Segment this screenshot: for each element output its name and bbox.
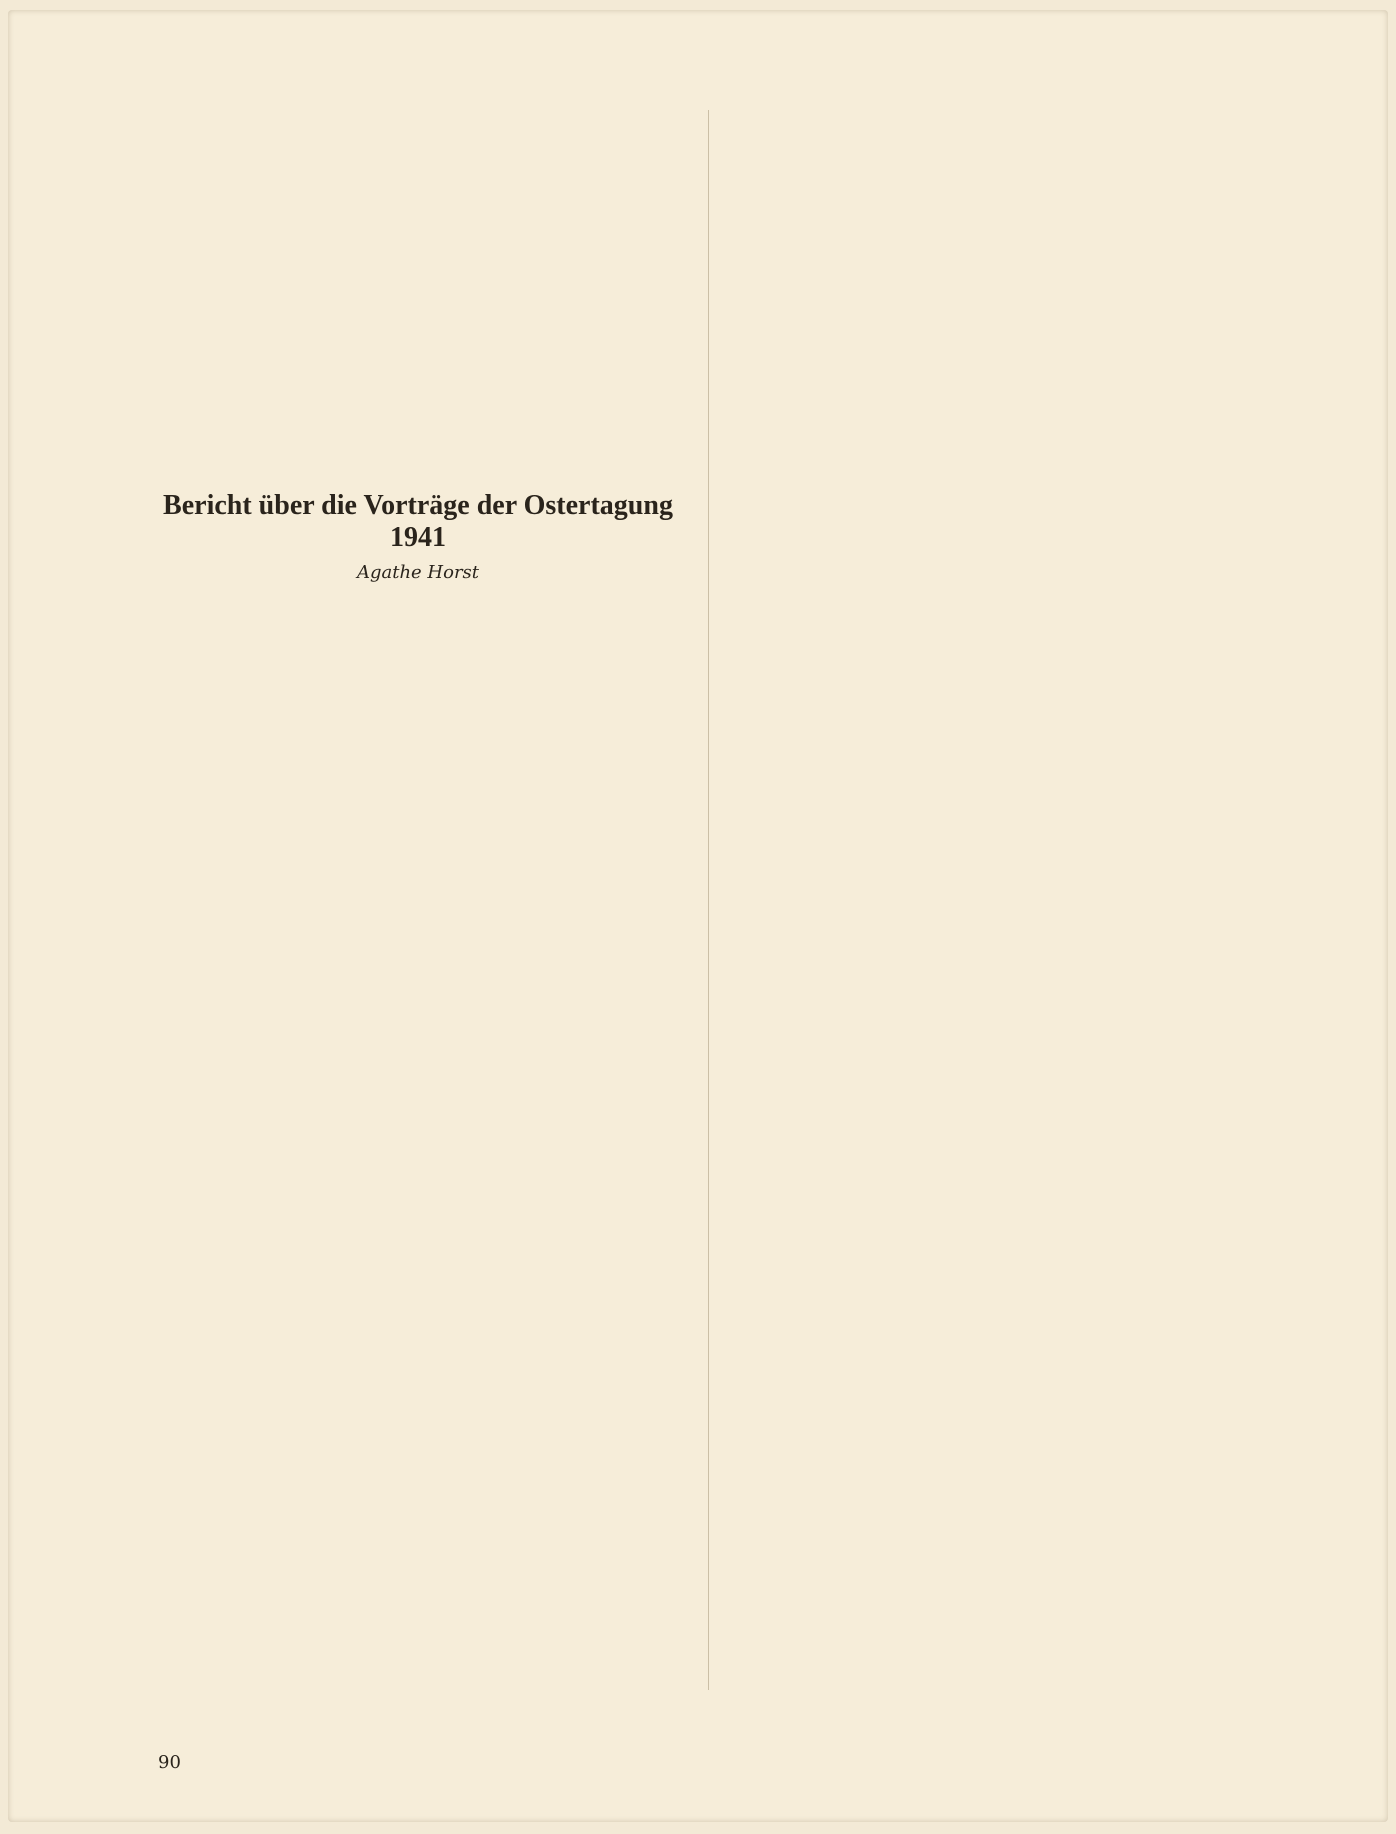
column-divider [708, 110, 709, 1690]
right-paragraph [720, 110, 1280, 134]
left-column [138, 110, 698, 681]
section-title: Bericht über die Vorträge der Ostertagung 1941 [163, 490, 673, 553]
right-paragraph [720, 170, 1280, 194]
left-paragraph [138, 651, 698, 675]
page-sheet [8, 10, 1388, 1822]
section-author: Agathe Horst [356, 562, 480, 583]
right-paragraph [720, 140, 1280, 164]
page-number: 90 [158, 1752, 181, 1773]
left-paragraph [138, 591, 698, 615]
left-paragraph [138, 621, 698, 645]
right-column [720, 110, 1280, 200]
